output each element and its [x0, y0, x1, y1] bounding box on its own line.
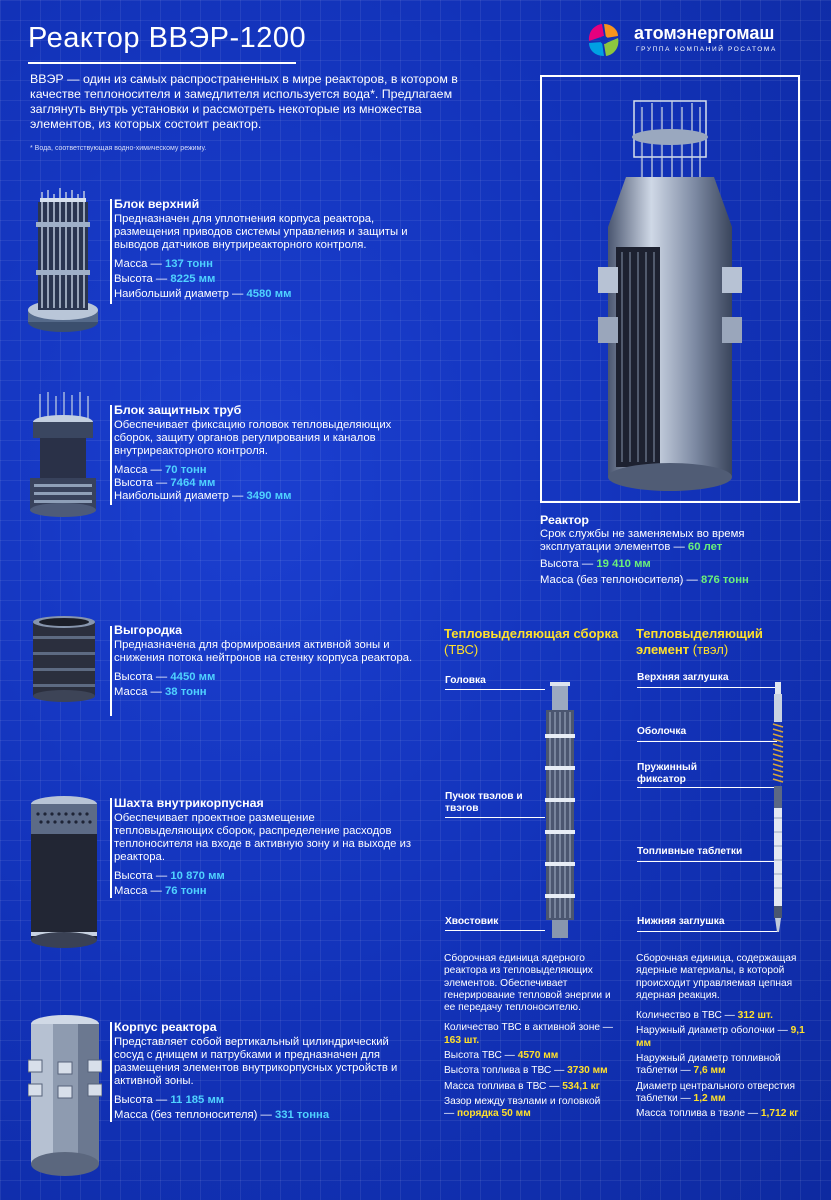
baffle-section [114, 624, 414, 699]
core-barrel-leader [110, 798, 112, 898]
baffle-desc: Предназначена для формирования активной зоны и снижения потока нейтронов на стенку корпуса реактора. [114, 639, 413, 664]
protective-tubes-leader [110, 405, 112, 505]
tvel-info [636, 953, 816, 1121]
baffle-mass: Масса — 38 тонн [114, 686, 207, 698]
intro-text: ВВЭР — один из самых распространенных в мире реакторов, в котором в качестве теплоносителя и замедлителя используется вода*. Предлагаем заглянуть внутрь установки и рассмотреть некоторые из множества элементов, из которых состоит реактор. [30, 72, 458, 131]
reactor-life: Срок службы не заменяемых во время эксплуатации элементов — 60 лет [540, 527, 745, 554]
protective-tubes-desc: Обеспечивает фиксацию головок тепловыделяющих сборок, защиту органов регулирования и каналов внутриреакторного контроля. [114, 419, 392, 457]
tvs-label-head: Головка [445, 675, 486, 686]
vessel-height: Высота — 11 185 мм [114, 1094, 225, 1106]
tvel-count: Количество в ТВС — 312 шт. [636, 1010, 773, 1022]
vessel-image [28, 1012, 102, 1180]
tvs-label-tail: Хвостовик [445, 916, 499, 927]
protective-tubes-mass: Масса — 70 тонн [114, 464, 207, 476]
tvs-count: Количество ТВС в активной зоне — 163 шт. [444, 1022, 613, 1046]
baffle-leader [110, 626, 112, 716]
title-underline [28, 62, 296, 64]
tvel-label-spring: Пружинный фиксатор [637, 762, 697, 785]
tvel-image [768, 682, 788, 932]
tvel-bottom-plug-line [637, 931, 777, 932]
reactor-mass: Масса (без теплоносителя) — 876 тонн [540, 574, 749, 587]
tvs-tail-line [445, 930, 545, 931]
upper-block-leader [110, 199, 112, 304]
tvel-spring-line [637, 787, 777, 788]
tvs-title: Тепловыделяющая сборка [444, 626, 619, 641]
tvs-bundle-line [445, 817, 545, 818]
tvel-pellets-line [637, 861, 777, 862]
logo-mark-icon [584, 20, 624, 60]
footnote: * Вода, соответствующая водно-химическому режиму. [30, 145, 207, 152]
upper-block-image [26, 182, 100, 334]
tvel-heading [636, 626, 806, 658]
protective-tubes-height: Высота — 7464 мм [114, 477, 216, 489]
tvs-fuel-mass: Масса топлива в ТВС — 534,1 кг [444, 1080, 600, 1092]
protective-tubes-title: Блок защитных труб [114, 403, 242, 417]
tvs-abbr: (ТВС) [444, 642, 479, 657]
vessel-section [114, 1021, 414, 1122]
core-barrel-height: Высота — 10 870 мм [114, 870, 225, 882]
tvel-label-top-plug: Верхняя заглушка [637, 672, 729, 683]
tvs-head-line [445, 689, 545, 690]
tvel-pellet-diameter: Наружный диаметр топливной таблетки — 7,6 мм [636, 1053, 781, 1077]
protective-tubes-diameter: Наибольший диаметр — 3490 мм [114, 490, 292, 502]
upper-block-section [114, 198, 414, 301]
baffle-title: Выгородка [114, 623, 183, 637]
vessel-title: Корпус реактора [114, 1020, 217, 1034]
tvel-label-pellets: Топливные таблетки [637, 846, 743, 857]
tvel-cladding-line [637, 741, 777, 742]
tvs-heading [444, 626, 624, 658]
tvs-height: Высота ТВС — 4570 мм [444, 1050, 559, 1062]
upper-block-diameter: Наибольший диаметр — 4580 мм [114, 288, 292, 300]
upper-block-title: Блок верхний [114, 197, 200, 211]
page-title: Реактор ВВЭР-1200 [28, 22, 307, 54]
baffle-image [30, 614, 98, 704]
tvel-clad-diameter: Наружный диаметр оболочки — 9,1 мм [636, 1025, 805, 1049]
tvel-fuel-mass: Масса топлива в твэле — 1,712 кг [636, 1108, 799, 1120]
tvel-title: Тепловыделяющий элемент [636, 626, 763, 657]
tvs-info [444, 953, 614, 1121]
upper-block-desc: Предназначен для уплотнения корпуса реактора, размещения приводов системы управления и защиты и выводов датчиков внутриреакторного контроля. [114, 213, 408, 251]
tvel-label-bottom-plug: Нижняя заглушка [637, 916, 725, 927]
core-barrel-title: Шахта внутрикорпусная [114, 796, 264, 810]
tvel-abbr: (твэл) [692, 642, 729, 657]
vessel-desc: Представляет собой вертикальный цилиндрический сосуд с днищем и патрубками и предназначен для размещения элементов внутрикорпусных устройств и активной зоны. [114, 1036, 398, 1087]
tvs-fuel-height: Высота топлива в ТВС — 3730 мм [444, 1065, 608, 1077]
reactor-title: Реактор [540, 513, 589, 527]
reactor-photo-frame [540, 75, 800, 503]
reactor-height: Высота — 19 410 мм [540, 557, 651, 570]
vessel-leader [110, 1022, 112, 1122]
tvs-image [540, 682, 580, 938]
tvel-label-cladding: Оболочка [637, 726, 687, 737]
tvel-desc: Сборочная единица, содержащая ядерные материалы, в которой происходит управляемая цепная ядерная реакция. [636, 953, 797, 1001]
company-logo [584, 20, 799, 60]
upper-block-height: Высота — 8225 мм [114, 273, 216, 285]
tvs-label-bundle: Пучок твэлов и твэгов [445, 791, 523, 814]
protective-tubes-image [26, 392, 100, 520]
tvs-gap: Зазор между твэлами и головкой — порядка 50 мм [444, 1095, 601, 1120]
reactor-section [540, 514, 810, 588]
upper-block-mass: Масса — 137 тонн [114, 258, 213, 270]
tvs-desc: Сборочная единица ядерного реактора из тепловыделяющих элементов. Обеспечивает генерирование тепловой энергии и ее передачу теплоносителю. [444, 953, 611, 1014]
reactor-image [542, 77, 798, 501]
core-barrel-section [114, 797, 414, 898]
baffle-height: Высота — 4450 мм [114, 671, 216, 683]
vessel-mass: Масса (без теплоносителя) — 331 тонна [114, 1109, 330, 1121]
core-barrel-desc: Обеспечивает проектное размещение тепловыделяющих сборок, распределение расходов теплоносителя на входе в активную зону и на выходе из реактора. [114, 812, 412, 863]
logo-name: атомэнергомаш [634, 23, 775, 43]
core-barrel-image [28, 794, 100, 954]
tvel-hole-diameter: Диаметр центрального отверстия таблетки — 1,2 мм [636, 1080, 795, 1104]
core-barrel-mass: Масса — 76 тонн [114, 885, 207, 897]
logo-subtitle: ГРУППА КОМПАНИЙ РОСАТОМА [636, 46, 777, 53]
tvel-top-plug-line [637, 687, 777, 688]
protective-tubes-section [114, 404, 414, 503]
